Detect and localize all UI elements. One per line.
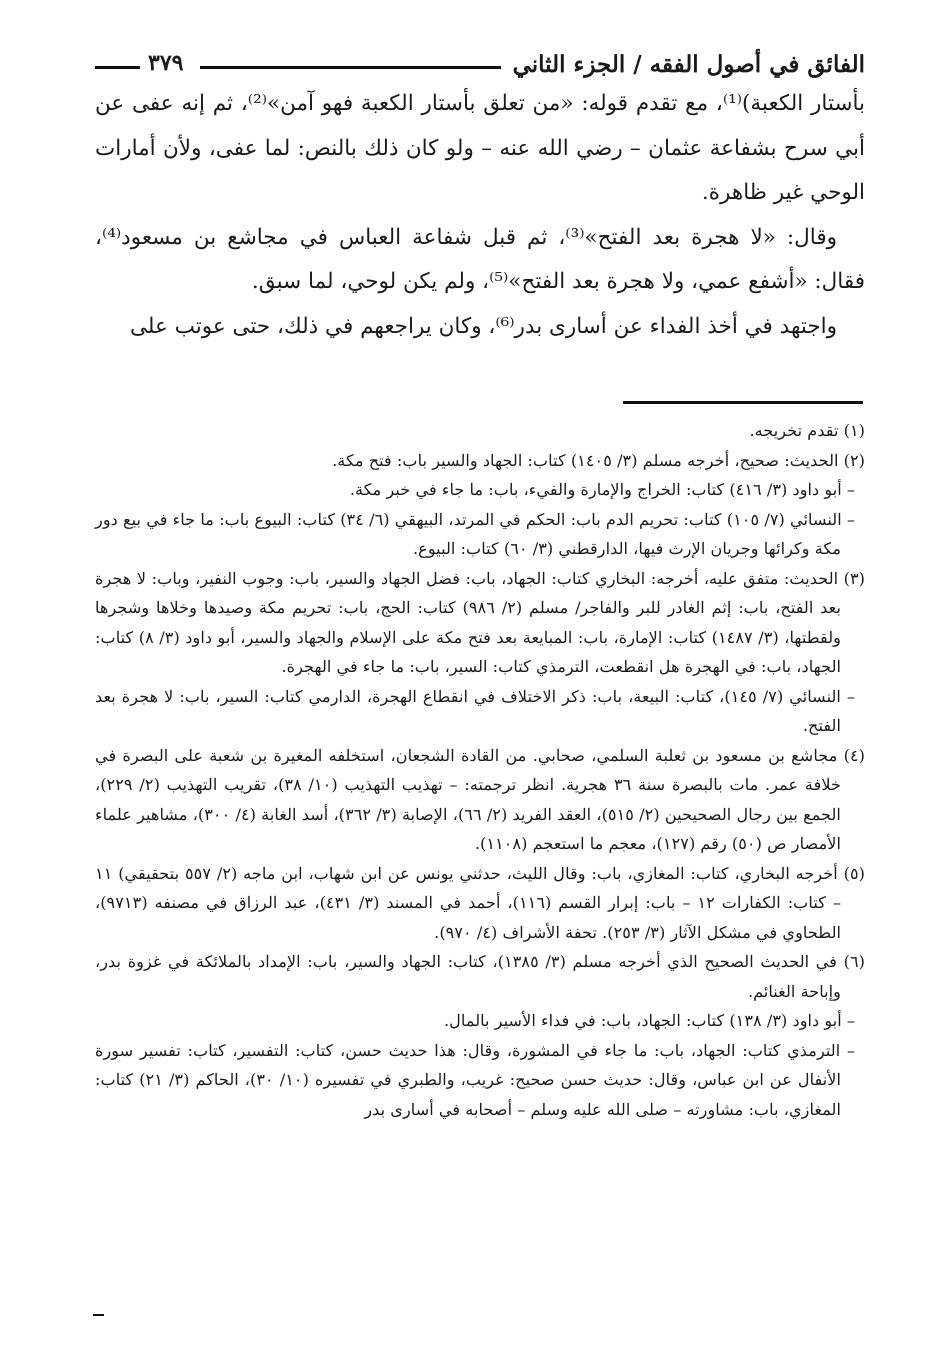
running-head-rule-left: [95, 66, 140, 69]
footnote-subentry: – الترمذي كتاب: الجهاد، باب: ما جاء في المشورة، وقال: هذا حديث حسن، كتاب: التفسير، كتاب: تفسير سورة الأنفال عن ابن عباس، وقال: حديث حسن صحيح: غريب، والطبري في تفسيره (١٠/ ٣٠)، الحاكم (٣/ ٢١) كتاب: المغازي، باب: مشاورته – صلى الله عليه وسلم – أصحابه في أسارى بدر: [95, 1040, 855, 1119]
footnote-separator: [623, 401, 863, 404]
footnote-subentry: – النسائي (٧/ ١٠٥) كتاب: تحريم الدم باب: الحكم في المرتد، البيهقي (٦/ ٣٤) كتاب: البيوع باب: ما جاء في بيع دور مكة وكرائها وجريان الإرث فيها، الدارقطني (٣/ ٦٠) كتاب: البيوع.: [95, 509, 855, 558]
running-head: [95, 38, 865, 78]
footnote: (١) تقدم تخريجه.: [749, 421, 865, 440]
footnote-subentry: – أبو داود (٣/ ٤١٦) كتاب: الخراج والإمارة والفيء، باب: ما جاء في خبر مكة.: [349, 480, 855, 499]
footnote-subentry: – أبو داود (٣/ ١٣٨) كتاب: الجهاد، باب: في فداء الأسير بالمال.: [444, 1011, 855, 1030]
footnote: (٦) في الحديث الصحيح الذي أخرجه مسلم (٣/ ١٣٨٥)، كتاب: الجهاد والسير، باب: الإمداد بالملائكة في غزوة بدر، وإباحة الغنائم.: [95, 952, 865, 1001]
book-page: [95, 38, 865, 1338]
main-text: [95, 82, 865, 349]
footnote: (٢) الحديث: صحيح، أخرجه مسلم (٣/ ١٤٠٥) كتاب: الجهاد والسير باب: فتح مكة.: [332, 450, 865, 470]
paragraph: بأستار الكعبة)⁽¹⁾، مع تقدم قوله: «من تعلق بأستار الكعبة فهو آمن»⁽²⁾، ثم إنه عفى عن أبي سرح بشفاعة عثمان – رضي الله عنه – ولو كان ذلك بالنص: لما عفى، ولأن أمارات الوحي غير ظاهرة.: [95, 91, 866, 205]
continuation-mark: [93, 1314, 104, 1316]
footnote: (٥) أخرجه البخاري، كتاب: المغازي، باب: وقال الليث، حدثني يونس عن ابن شهاب، ابن ماجه (٢/ ٥٥٧ بتحقيقي) ١١ – كتاب: الكفارات ١٢ – باب: إبرار القسم (١١٦)، أحمد في المسند (٣/ ٤٣١)، عبد الرزاق في مصنفه (٩٧١٣)، الطحاوي في مشكل الآثار (٣/ ٢٥٣). تحفة الأشراف (٤/ ٩٧٠).: [95, 863, 865, 942]
footnote-subentry: – النسائي (٧/ ١٤٥)، كتاب: البيعة، باب: ذكر الاختلاف في انقطاع الهجرة، الدارمي كتاب: السير، باب: لا هجرة بعد الفتح.: [95, 686, 855, 735]
running-head-rule-area: [95, 38, 501, 78]
footnote: (٣) الحديث: متفق عليه، أخرجه: البخاري كتاب: الجهاد، باب: فضل الجهاد والسير، باب: وجوب النفير، وباب: لا هجرة بعد الفتح، باب: إثم الغادر للبر والفاجر/ مسلم (٢/ ٩٨٦) كتاب: الحج، باب: تحريم مكة وصيدها وخلاها وشجرها ولقطتها، (٣/ ١٤٨٧) كتاب: الإمارة، باب: المبايعة بعد فتح مكة على الإسلام والجهاد والسير، أبو داود (٣/ ٨) كتاب: الجهاد، باب: في الهجرة هل انقطعت، الترمذي كتاب: السير، باب: ما جاء في الهجرة.: [95, 568, 865, 676]
footnote: (٤) مجاشع بن مسعود بن ثعلبة السلمي، صحابي. من القادة الشجعان، استخلفه المغيرة بن شعبة على البصرة في خلافة عمر. مات بالبصرة سنة ٣٦ هجرية. انظر ترجمته: – تهذيب التهذيب (١٠/ ٣٨)، تقريب التهذيب (٢/ ٢٢٩)، الجمع بين رجال الصحيحين (٢/ ٥١٥)، العقد الفريد (٢/ ٦٦)، الإصابة (٣/ ٣٦٢)، أسد الغابة (٤/ ٣٠٠)، مشاهير علماء الأمصار ص (٥٠) رقم (١٢٧)، معجم ما استعجم (١١٠٨).: [95, 745, 865, 853]
running-head-rule: [200, 66, 501, 69]
paragraph: واجتهد في أخذ الفداء عن أسارى بدر⁽⁶⁾، وكان يراجعهم في ذلك، حتى عوتب على: [129, 313, 837, 339]
footnotes: [95, 416, 865, 1124]
paragraph: وقال: «لا هجرة بعد الفتح»⁽³⁾، ثم قبل شفاعة العباس في مجاشع بن مسعود⁽⁴⁾، فقال: «أشفع عمي، ولا هجرة بعد الفتح»⁽⁵⁾، ولم يكن لوحي، لما سبق.: [95, 224, 865, 294]
page-number: ٣٧٩: [148, 50, 184, 76]
running-head-title: الفائق في أصول الفقه / الجزء الثاني: [512, 51, 865, 78]
